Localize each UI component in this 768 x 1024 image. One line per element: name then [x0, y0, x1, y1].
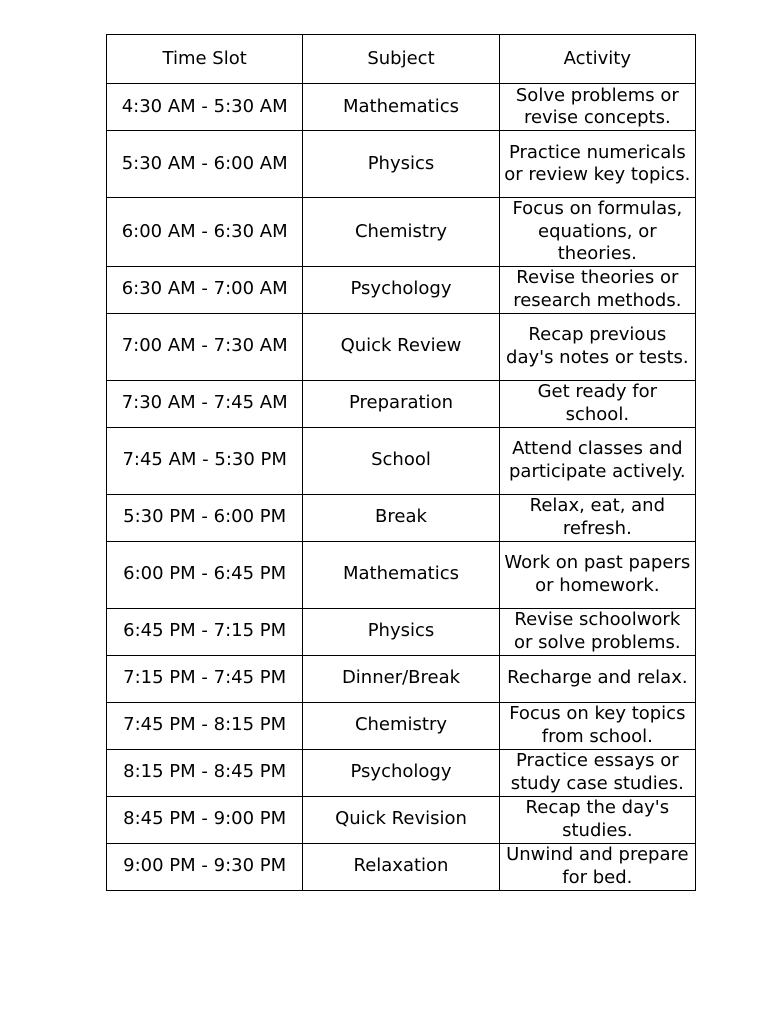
table-row	[107, 702, 696, 749]
schedule-table	[106, 34, 696, 891]
activity-cell: Work on past papers or homework.	[499, 541, 695, 608]
header-activity: Activity	[499, 35, 695, 84]
activity-cell: Unwind and prepare for bed.	[499, 843, 695, 890]
activity-cell: Focus on key topics from school.	[499, 702, 695, 749]
table-row	[107, 427, 696, 494]
subject-cell: Chemistry	[303, 702, 499, 749]
table-row	[107, 843, 696, 890]
subject-cell: Dinner/Break	[303, 655, 499, 702]
table-row	[107, 494, 696, 541]
activity-cell: Revise schoolwork or solve problems.	[499, 608, 695, 655]
table-row	[107, 84, 696, 131]
activity-cell: Recharge and relax.	[499, 655, 695, 702]
time-slot-cell: 6:45 PM - 7:15 PM	[107, 608, 303, 655]
header-time-slot: Time Slot	[107, 35, 303, 84]
subject-cell: Physics	[303, 131, 499, 198]
table-row	[107, 198, 696, 267]
header-row	[107, 35, 696, 84]
subject-cell: School	[303, 427, 499, 494]
table-row	[107, 266, 696, 313]
time-slot-cell: 6:00 PM - 6:45 PM	[107, 541, 303, 608]
time-slot-cell: 6:30 AM - 7:00 AM	[107, 266, 303, 313]
activity-cell: Solve problems or revise concepts.	[499, 84, 695, 131]
subject-cell: Psychology	[303, 266, 499, 313]
table-row	[107, 131, 696, 198]
subject-cell: Psychology	[303, 749, 499, 796]
subject-cell: Physics	[303, 608, 499, 655]
table-row	[107, 655, 696, 702]
activity-cell: Focus on formulas, equations, or theories.	[499, 198, 695, 267]
table-header	[107, 35, 696, 84]
activity-cell: Recap the day's studies.	[499, 796, 695, 843]
activity-cell: Recap previous day's notes or tests.	[499, 313, 695, 380]
activity-cell: Practice numericals or review key topics.	[499, 131, 695, 198]
time-slot-cell: 5:30 AM - 6:00 AM	[107, 131, 303, 198]
activity-cell: Attend classes and participate actively.	[499, 427, 695, 494]
subject-cell: Break	[303, 494, 499, 541]
subject-cell: Quick Revision	[303, 796, 499, 843]
table-row	[107, 749, 696, 796]
table-row	[107, 608, 696, 655]
subject-cell: Mathematics	[303, 541, 499, 608]
subject-cell: Mathematics	[303, 84, 499, 131]
subject-cell: Chemistry	[303, 198, 499, 267]
time-slot-cell: 7:00 AM - 7:30 AM	[107, 313, 303, 380]
activity-cell: Relax, eat, and refresh.	[499, 494, 695, 541]
time-slot-cell: 9:00 PM - 9:30 PM	[107, 843, 303, 890]
time-slot-cell: 8:45 PM - 9:00 PM	[107, 796, 303, 843]
time-slot-cell: 6:00 AM - 6:30 AM	[107, 198, 303, 267]
time-slot-cell: 8:15 PM - 8:45 PM	[107, 749, 303, 796]
table-row	[107, 380, 696, 427]
subject-cell: Relaxation	[303, 843, 499, 890]
table-row	[107, 541, 696, 608]
time-slot-cell: 7:15 PM - 7:45 PM	[107, 655, 303, 702]
activity-cell: Get ready for school.	[499, 380, 695, 427]
subject-cell: Quick Review	[303, 313, 499, 380]
activity-cell: Practice essays or study case studies.	[499, 749, 695, 796]
activity-cell: Revise theories or research methods.	[499, 266, 695, 313]
subject-cell: Preparation	[303, 380, 499, 427]
time-slot-cell: 7:30 AM - 7:45 AM	[107, 380, 303, 427]
time-slot-cell: 7:45 PM - 8:15 PM	[107, 702, 303, 749]
time-slot-cell: 4:30 AM - 5:30 AM	[107, 84, 303, 131]
time-slot-cell: 5:30 PM - 6:00 PM	[107, 494, 303, 541]
time-slot-cell: 7:45 AM - 5:30 PM	[107, 427, 303, 494]
header-subject: Subject	[303, 35, 499, 84]
table-body	[107, 84, 696, 891]
table-row	[107, 313, 696, 380]
table-row	[107, 796, 696, 843]
